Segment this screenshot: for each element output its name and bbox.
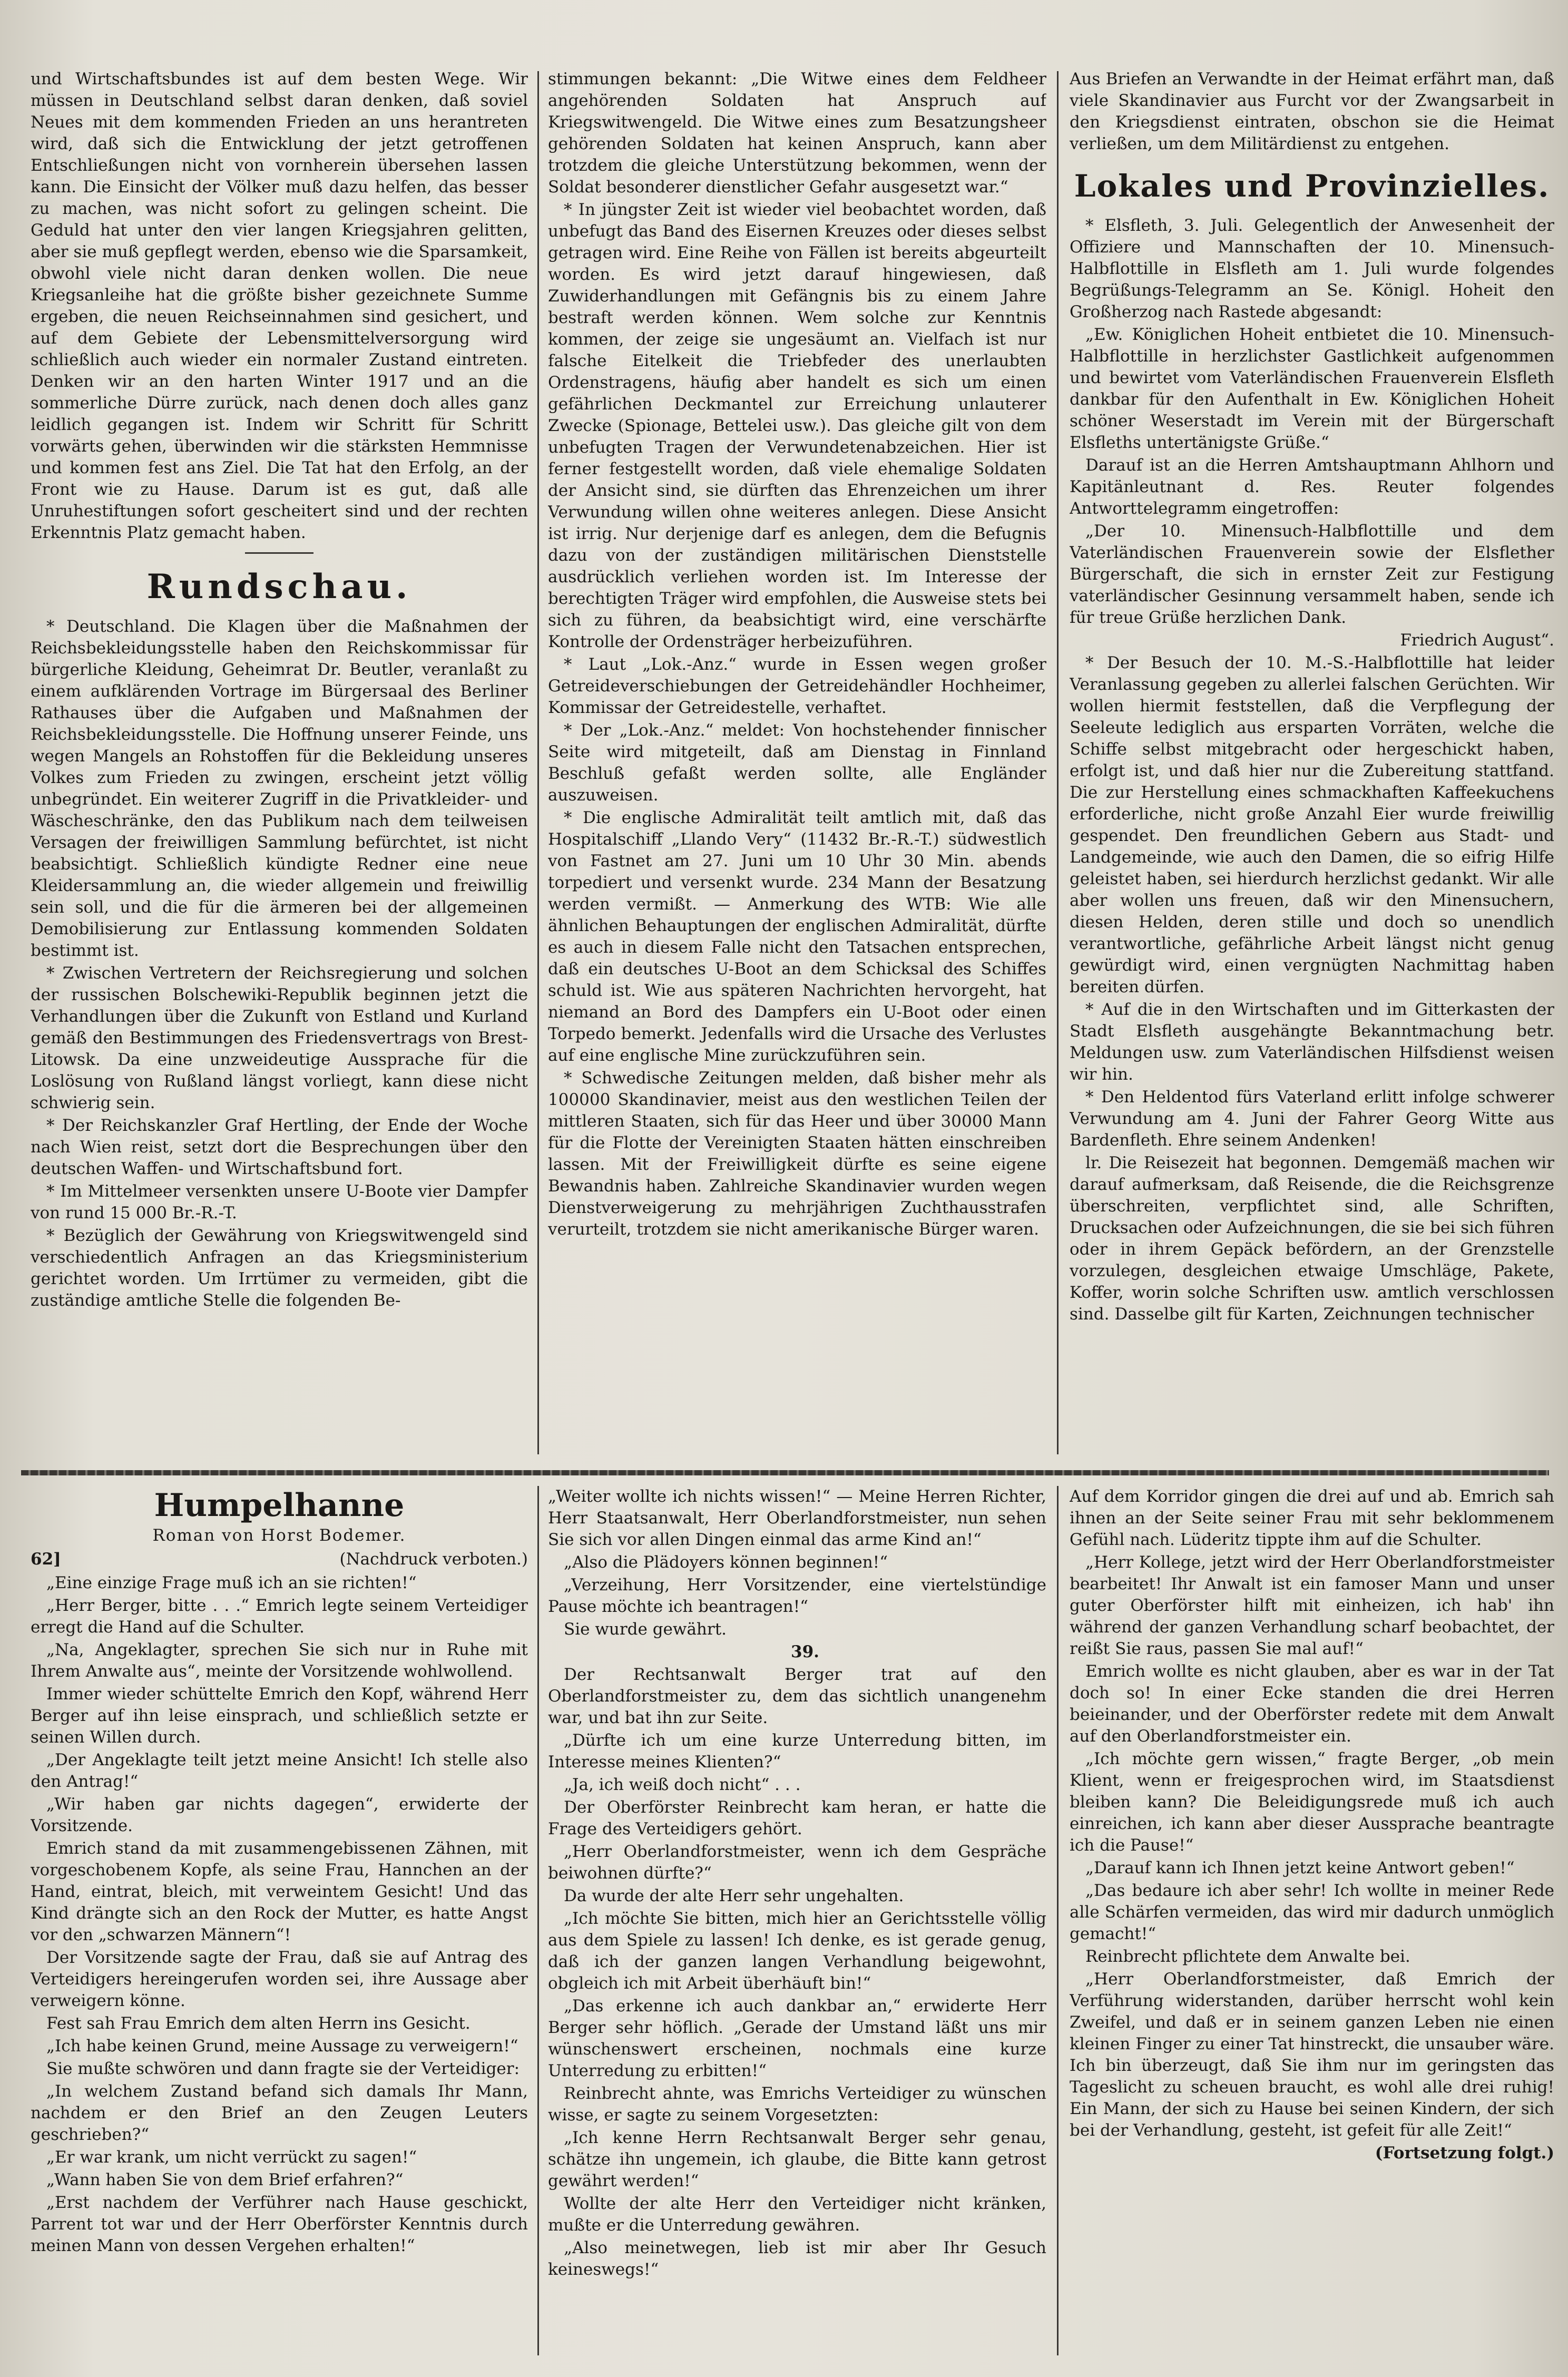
telegram-text: „Ew. Königlichen Hoheit entbietet die 10. Minensuch-Halbflottille in herzlichster Gastlichkeit aufgenommen und bewirtet vom Vaterländischen Frauenverein Elsfleth dankbar für den Aufenthalt in Ew. Königlichen Hoheit schöner Weserstadt im Verein mit der Bürgerschaft Elsfleths untertänigste Grüße.“ <box>1070 325 1554 452</box>
story-paragraph: „Weiter wollte ich nichts wissen!“ — Meine Herren Richter, Herr Staatsanwalt, Herr Oberlandforstmeister, nun sehen Sie sich vor allen Dingen einmal das arme Kind an!“ <box>548 1487 1046 1549</box>
story-paragraph: „Herr Oberlandforstmeister, wenn ich dem Gespräche beiwohnen dürfte?“ <box>548 1842 1046 1883</box>
serial-column-2 <box>548 1486 1046 2361</box>
story-paragraph: „Also meinetwegen, lieb ist mir aber Ihr Gesuch keineswegs!“ <box>548 2238 1046 2279</box>
article-paragraph: und Wirtschaftsbundes ist auf dem besten Wege. Wir müssen in Deutschland selbst daran denken, daß soviel Neues mit dem kommenden Frieden an uns herantreten wird, daß sich die Entwicklung der jetzt getroffenen Entschließungen nicht von vornherein übersehen lassen kann. Die Einsicht der Völker muß dazu helfen, das besser zu machen, was nicht sofort zu gelingen scheint. Die Geduld hat unter den vier langen Kriegsjahren gelitten, aber sie muß gepflegt werden, ebenso wie die Sparsamkeit, obwohl viele nicht daran denken wollen. Die neue Kriegsanleihe hat die größte bisher gezeichnete Summe ergeben, die neuen Reichseinnahmen sind gesichert, und auf dem Gebiete der Lebensmittelversorgung wird schließlich auch wieder ein normaler Zustand eintreten. Denken wir an den harten Winter 1917 und an die sommerliche Dürre zurück, nach denen doch alles ganz leidlich gegangen ist. Indem wir Schritt für Schritt vorwärts gehen, überwinden wir die stärksten Hemmnisse und kommen fest ans Ziel. Die Tat hat den Erfolg, an der Front wie zu Hause. Darum ist es gut, daß alle Unruhestiftungen sofort gescheitert sind und der rechten Erkenntnis Platz gemacht haben. <box>31 70 528 542</box>
story-paragraph: „Herr Kollege, jetzt wird der Herr Oberlandforstmeister bearbeitet! Ihr Anwalt ist ein famoser Mann und unser guter Oberförster hilft mit einheizen, ich hab' ihn während der ganzen Verhandlung scharf beobachtet, der reißt Sie raus, passen Sie mal auf!“ <box>1070 1553 1554 1658</box>
story-paragraph: „Herr Oberlandforstmeister, daß Emrich der Verführung widerstanden, darüber herrscht wohl kein Zweifel, und daß er in seinem ganzen Leben nie einen kleinen Finger zu einer Tat hinstreckt, die unsauber wäre. Ich bin überzeugt, daß Sie ihm nur im geringsten das Tageslicht zu scheuen braucht, es wohl alle drei ruhig! Ein Mann, der sich zu Hause bei seinen Kindern, der sich bei der Verhandlung, gesteht, ist gefeit für alle Zeit!“ <box>1070 1970 1554 2140</box>
story-paragraph: „Wir haben gar nichts dagegen“, erwiderte der Vorsitzende. <box>31 1795 528 1835</box>
story-paragraph: „Das bedaure ich aber sehr! Ich wollte in meiner Rede alle Schärfen vermeiden, das wird mir dadurch unmöglich gemacht!“ <box>1070 1881 1554 1943</box>
story-paragraph: Emrich stand da mit zusammengebissenen Zähnen, mit vorgeschobenem Kopfe, als seine Frau, Hannchen an der Hand, eintrat, bleich, mit verweintem Gesicht! Und das Kind drängte sich an den Rock der Mutter, es hatte Angst vor den „schwarzen Männern“! <box>31 1839 528 1944</box>
story-paragraph: „Der Angeklagte teilt jetzt meine Ansicht! Ich stelle also den Antrag!“ <box>31 1750 528 1791</box>
story-paragraph: „Herr Berger, bitte . . .“ Emrich legte seinem Verteidiger erregt die Hand auf die Schulter. <box>31 1596 528 1637</box>
story-paragraph: Wollte der alte Herr den Verteidiger nicht kränken, mußte er die Unterredung gewähren. <box>548 2194 1046 2235</box>
reprint-notice: (Nachdruck verboten.) <box>339 1550 528 1569</box>
section-heading-rundschau: Rundschau. <box>146 567 412 607</box>
article-paragraph: Aus Briefen an Verwandte in der Heimat erfährt man, daß viele Skandinavier aus Furcht vor der Zwangsarbeit in den Kriegsdienst eintraten, obschon sie die Heimat verließen, um dem Militärdienst zu entgehen. <box>1070 70 1554 153</box>
story-paragraph: „Das erkenne ich auch dankbar an,“ erwiderte Herr Berger sehr höflich. „Gerade der Umstand läßt uns mir wünschenswert erscheinen, nochmals eine kurze Unterredung zu erbitten!“ <box>548 1997 1046 2080</box>
article-paragraph: * Schwedische Zeitungen melden, daß bisher mehr als 100000 Skandinavier, meist aus den westlichen Teilen der mittleren Staaten, sich für das Heer und über 30000 Mann für die Flotte der Vereinigten Staaten hätten einschreiben lassen. Mit der Freiwilligkeit dürfte es seine eigene Bewandnis haben. Zahlreiche Skandinavier wurden wegen Dienstverweigerung zu mehrjährigen Zuchthausstrafen verurteilt, trotzdem sie nicht amerikanische Bürger waren. <box>548 1069 1046 1239</box>
story-paragraph: Fest sah Frau Emrich dem alten Herrn ins Gesicht. <box>46 2014 471 2033</box>
column-local-news <box>1070 69 1554 1454</box>
story-paragraph: „Na, Angeklagter, sprechen Sie sich nur in Ruhe mit Ihrem Anwalte aus“, meinte der Vorsitzende wohlwollend. <box>31 1640 528 1681</box>
story-paragraph: „In welchem Zustand befand sich damals Ihr Mann, nachdem er den Brief an den Zeugen Leuters geschrieben?“ <box>31 2082 528 2144</box>
story-paragraph: „Verzeihung, Herr Vorsitzender, eine viertelstündige Pause möchte ich beantragen!“ <box>548 1576 1046 1616</box>
column-politics <box>31 69 528 1454</box>
story-paragraph: Reinbrecht ahnte, was Emrichs Verteidiger zu wünschen wisse, er sagte zu seinem Vorgesetzten: <box>548 2084 1046 2125</box>
story-paragraph: „Ich habe keinen Grund, meine Aussage zu verweigern!“ <box>46 2037 518 2056</box>
article-paragraph: * Der Reichskanzler Graf Hertling, der Ende der Woche nach Wien reist, setzt dort die Besprechungen über den deutschen Waffen- und Wirtschaftsbund fort. <box>31 1116 528 1178</box>
telegram-text: „Der 10. Minensuch-Halbflottille und dem Vaterländischen Frauenverein sowie der Elsflether Bürgerschaft, die sich in ernster Zeit zur Festigung vaterländischer Gesinnung versammelt haben, sende ich für treue Grüße herzlichen Dank. <box>1070 522 1554 627</box>
article-paragraph: * In jüngster Zeit ist wieder viel beobachtet worden, daß unbefugt das Band des Eisernen Kreuzes oder dieses selbst getragen wird. Eine Reihe von Fällen ist bereits abgeurteilt worden. Es wird jetzt darauf hingewiesen, daß Zuwiderhandlungen mit Gefängnis bis zu einem Jahre bestraft werden können. Wem solche zur Kenntnis kommen, der zeige sie ungesäumt an. Vielfach ist nur falsche Eitelkeit die Triebfeder des unerlaubten Ordenstragens, häufig aber handelt es sich um einen gefährlichen Deckmantel zur Erreichung unlauterer Zwecke (Spionage, Bettelei usw.). Das gleiche gilt von dem unbefugten Tragen der Verwundetenabzeichen. Hier ist ferner festgestellt worden, daß viele ehemalige Soldaten der Ansicht sind, sie dürften das Ehrenzeichen um ihrer Verwundung willen ohne weiteres anlegen. Diese Ansicht ist irrig. Nur derjenige darf es anlegen, dem die Befugnis dazu von der zuständigen militärischen Dienststelle ausdrücklich verliehen worden ist. Im Interesse der berechtigten Träger wird empfohlen, die Ausweise stets bei sich zu führen, da beabsichtigt wird, eine verschärfte Kontrolle der Ordensträger herbeizuführen. <box>548 200 1046 651</box>
section-heading-lokales: Lokales und Provinzielles. <box>1074 168 1550 204</box>
column-divider <box>537 71 539 1454</box>
chapter-number: 39. <box>791 1642 819 1661</box>
serial-column-3 <box>1070 1486 1554 2361</box>
telegram-signature: Friedrich August“. <box>1400 631 1554 650</box>
installment-number: 62] <box>31 1550 61 1569</box>
serial-title: Humpelhanne <box>154 1487 405 1524</box>
article-paragraph: stimmungen bekannt: „Die Witwe eines dem Feldheer angehörenden Soldaten hat Anspruch auf Kriegswitwengeld. Die Witwe eines zum Besatzungsheer gehörenden Soldaten hat keinen Anspruch, kann aber trotzdem die gleiche Unterstützung bekommen, wenn der Soldat besonderer dienstlicher Gefahr ausgesetzt war.“ <box>548 70 1046 197</box>
story-paragraph: Emrich wollte es nicht glauben, aber es war in der Tat doch so! In einer Ecke standen die drei Herren beieinander, und der Oberförster redete mit dem Anwalt auf den Oberlandforstmeister ein. <box>1070 1662 1554 1746</box>
story-paragraph: „Ich möchte gern wissen,“ fragte Berger, „ob mein Klient, wenn er freigesprochen wird, im Staatsdienst bleiben kann? Die Beleidigungsrede muß ich auch einreichen, ich kann aber dieser Aussprache beantragte ich die Pause!“ <box>1070 1749 1554 1855</box>
story-paragraph: Da wurde der alte Herr sehr ungehalten. <box>564 1886 904 1905</box>
article-paragraph: * Deutschland. Die Klagen über die Maßnahmen der Reichsbekleidungsstelle haben den Reichskommissar für bürgerliche Kleidung, Geheimrat Dr. Beutler, veranlaßt zu einem aufklärenden Vortrage im Bürgersaal des Berliner Rathauses über die Aufgaben und Maßnahmen der Reichsbekleidungsstelle. Die Hoffnung unserer Feinde, uns wegen Mangels an Rohstoffen für die Bekleidung unseres Volkes zum Frieden zu zwingen, erscheint jetzt völlig unbegründet. Ein weiterer Zugriff in die Privatkleider- und Wäscheschränke, den das Publikum nach dem teilweisen Versagen der freiwilligen Sammlung befürchtet, ist nicht beabsichtigt. Schließlich kündigte Redner eine neue Kleidersammlung an, die wieder allgemein und freiwillig sein soll, und die für die ärmeren bei der allgemeinen Demobilisierung zur Entlassung kommenden Soldaten bestimmt ist. <box>31 617 528 960</box>
story-paragraph: „Ja, ich weiß doch nicht“ . . . <box>564 1775 801 1794</box>
article-paragraph: * Der „Lok.-Anz.“ meldet: Von hochstehender finnischer Seite wird mitgeteilt, daß am Dienstag in Finnland Beschluß gefaßt werden sollte, alle Engländer auszuweisen. <box>548 721 1046 805</box>
story-paragraph: Immer wieder schüttelte Emrich den Kopf, während Herr Berger auf ihn leise einsprach, und schließlich setzte er seinen Willen durch. <box>31 1685 528 1747</box>
column-rundschau-continued <box>548 69 1046 1454</box>
story-paragraph: Reinbrecht pflichtete dem Anwalte bei. <box>1085 1947 1410 1966</box>
article-paragraph: * Im Mittelmeer versenkten unsere U-Boote vier Dampfer von rund 15 000 Br.-R.-T. <box>31 1182 528 1222</box>
story-paragraph: „Ich kenne Herrn Rechtsanwalt Berger sehr genau, schätze ihn ungemein, ich glaube, die Bitte kann getrost gewährt werden!“ <box>548 2128 1046 2190</box>
column-divider <box>1057 71 1059 1454</box>
article-paragraph: lr. Die Reisezeit hat begonnen. Demgemäß machen wir darauf aufmerksam, daß Reisende, die die Reichsgrenze überschreiten, verpflichtet sind, alle Schriften, Drucksachen oder Aufzeichnungen, die sie bei sich führen oder in ihrem Gepäck befördern, an der Grenzstelle vorzulegen, desgleichen etwaige Umschläge, Pakete, Koffer, worin solche Schriften usw. amtlich verschlossen sind. Dasselbe gilt für Karten, Zeichnungen technischer <box>1070 1153 1554 1324</box>
story-paragraph: „Eine einzige Frage muß ich an sie richten!“ <box>46 1573 417 1592</box>
serial-author: Roman von Horst Bodemer. <box>152 1526 406 1545</box>
feuilleton-divider <box>21 1470 1549 1475</box>
story-paragraph: „Dürfte ich um eine kurze Unterredung bitten, im Interesse meines Klienten?“ <box>548 1731 1046 1772</box>
article-paragraph: * Elsfleth, 3. Juli. Gelegentlich der Anwesenheit der Offiziere und Mannschaften der 10. Minensuch-Halbflottille in Elsfleth am 1. Juli wurde folgendes Begrüßungs-Telegramm an Se. Königl. Hoheit den Großherzog nach Rastede abgesandt: <box>1070 216 1554 321</box>
column-divider <box>537 1486 539 2355</box>
article-paragraph: * Laut „Lok.-Anz.“ wurde in Essen wegen großer Getreideverschiebungen der Getreidehändler Hochheimer, Kommissar der Getreidestelle, verhaftet. <box>548 655 1046 717</box>
story-paragraph: „Erst nachdem der Verführer nach Hause geschickt, Parrent tot war und der Herr Oberförster Kenntnis durch meinen Mann von dessen Vergehen erhalten!“ <box>31 2193 528 2255</box>
story-paragraph: Sie wurde gewährt. <box>564 1620 727 1639</box>
column-divider <box>1057 1486 1059 2355</box>
article-paragraph: * Bezüglich der Gewährung von Kriegswitwengeld sind verschiedentlich Anfragen an das Kriegsministerium gerichtet worden. Um Irrtümer zu vermeiden, gibt die zuständige amtliche Stelle die folgenden Be- <box>31 1226 528 1310</box>
story-paragraph: Auf dem Korridor gingen die drei auf und ab. Emrich sah ihnen an der Seite seiner Frau mit sehr beklommenem Gefühl nach. Lüderitz tippte ihm auf die Schulter. <box>1070 1487 1554 1549</box>
serial-column-1 <box>31 1486 528 2361</box>
separator-rule <box>245 552 313 554</box>
story-paragraph: „Also die Plädoyers können beginnen!“ <box>564 1553 888 1572</box>
story-paragraph: „Er war krank, um nicht verrückt zu sagen!“ <box>46 2148 417 2167</box>
story-paragraph: „Ich möchte Sie bitten, mich hier an Gerichtsstelle völlig aus dem Spiele zu lassen! Ich denke, es ist gerade genug, daß ich der ganzen langen Verhandlung beigewohnt, obgleich ich mit Arbeit überhäuft bin!“ <box>548 1909 1046 1993</box>
article-paragraph: * Die englische Admiralität teilt amtlich mit, daß das Hospitalschiff „Llando Very“ (11432 Br.-R.-T.) südwestlich von Fastnet am 27. Juni um 10 Uhr 30 Min. abends torpediert und versenkt wurde. 234 Mann der Besatzung werden vermißt. — Anmerkung des WTB: Wie alle ähnlichen Behauptungen der englischen Admiralität, dürfte es auch in diesem Falle nicht den Tatsachen entsprechen, daß ein deutsches U-Boot an dem Schicksal des Schiffes schuld ist. Wie aus späteren Nachrichten hervorgeht, hat niemand an Bord des Dampfers ein U-Boot oder einen Torpedo bemerkt. Jedenfalls wird die Ursache des Verlustes auf eine englische Mine zurückzuführen sein. <box>548 808 1046 1065</box>
serial-meta <box>31 1549 528 1570</box>
article-paragraph: * Der Besuch der 10. M.-S.-Halbflottille hat leider Veranlassung gegeben zu allerlei falschen Gerüchten. Wir wollen hiermit feststellen, daß die Verpflegung der Seeleute lediglich aus ersparten Vorräten, welche die Schiffe selbst mitgebracht oder hergeschickt haben, erfolgt ist, und daß hier nur die Zubereitung stattfand. Die zur Herstellung eines schmackhaften Kaffeekuchens erforderliche, nicht große Anzahl Eier wurde freiwillig gespendet. Den freundlichen Gebern aus Stadt- und Landgemeinde, wie auch den Damen, die so eifrig Hilfe geleistet haben, sei hierdurch herzlichst gedankt. Wir alle aber wollen uns freuen, daß wir den Minensuchern, diesen Helden, deren stille und doch so unendlich verantwortliche, gefährliche Arbeit längst nicht genug gewürdigt wird, einen vergnügten Nachmittag haben bereiten dürfen. <box>1070 653 1554 996</box>
story-paragraph: „Darauf kann ich Ihnen jetzt keine Antwort geben!“ <box>1085 1858 1515 1877</box>
story-paragraph: Der Vorsitzende sagte der Frau, daß sie auf Antrag des Verteidigers hereingerufen worden sei, ihre Aussage aber verweigern könne. <box>31 1948 528 2010</box>
story-paragraph: Der Rechtsanwalt Berger trat auf den Oberlandforstmeister zu, dem das sichtlich unangenehm war, und bat ihn zur Seite. <box>548 1665 1046 1727</box>
article-paragraph: Darauf ist an die Herren Amtshauptmann Ahlhorn und Kapitänleutnant d. Res. Reuter folgendes Antworttelegramm eingetroffen: <box>1070 456 1554 518</box>
story-paragraph: Der Oberförster Reinbrecht kam heran, er hatte die Frage des Verteidigers gehört. <box>548 1798 1046 1838</box>
article-paragraph: * Den Heldentod fürs Vaterland erlitt infolge schwerer Verwundung am 4. Juni der Fahrer Georg Witte aus Bardenfleth. Ehre seinem Andenken! <box>1070 1088 1554 1150</box>
article-paragraph: * Auf die in den Wirtschaften und im Gitterkasten der Stadt Elsfleth ausgehängte Bekanntmachung betr. Meldungen usw. zum Vaterländischen Hilfsdienst weisen wir hin. <box>1070 1000 1554 1084</box>
story-paragraph: Sie mußte schwören und dann fragte sie der Verteidiger: <box>46 2059 520 2078</box>
article-paragraph: * Zwischen Vertretern der Reichsregierung und solchen der russischen Bolschewiki-Republik beginnen jetzt die Verhandlungen über die Zukunft von Estland und Kurland gemäß den Bestimmungen des Friedensvertrags von Brest-Litowsk. Da eine unzweideutige Aussprache für die Loslösung von Rußland längst vorliegt, kann diese nicht schwierig sein. <box>31 964 528 1112</box>
story-paragraph: „Wann haben Sie von dem Brief erfahren?“ <box>46 2170 404 2189</box>
continuation-note: (Fortsetzung folgt.) <box>1375 2144 1554 2163</box>
